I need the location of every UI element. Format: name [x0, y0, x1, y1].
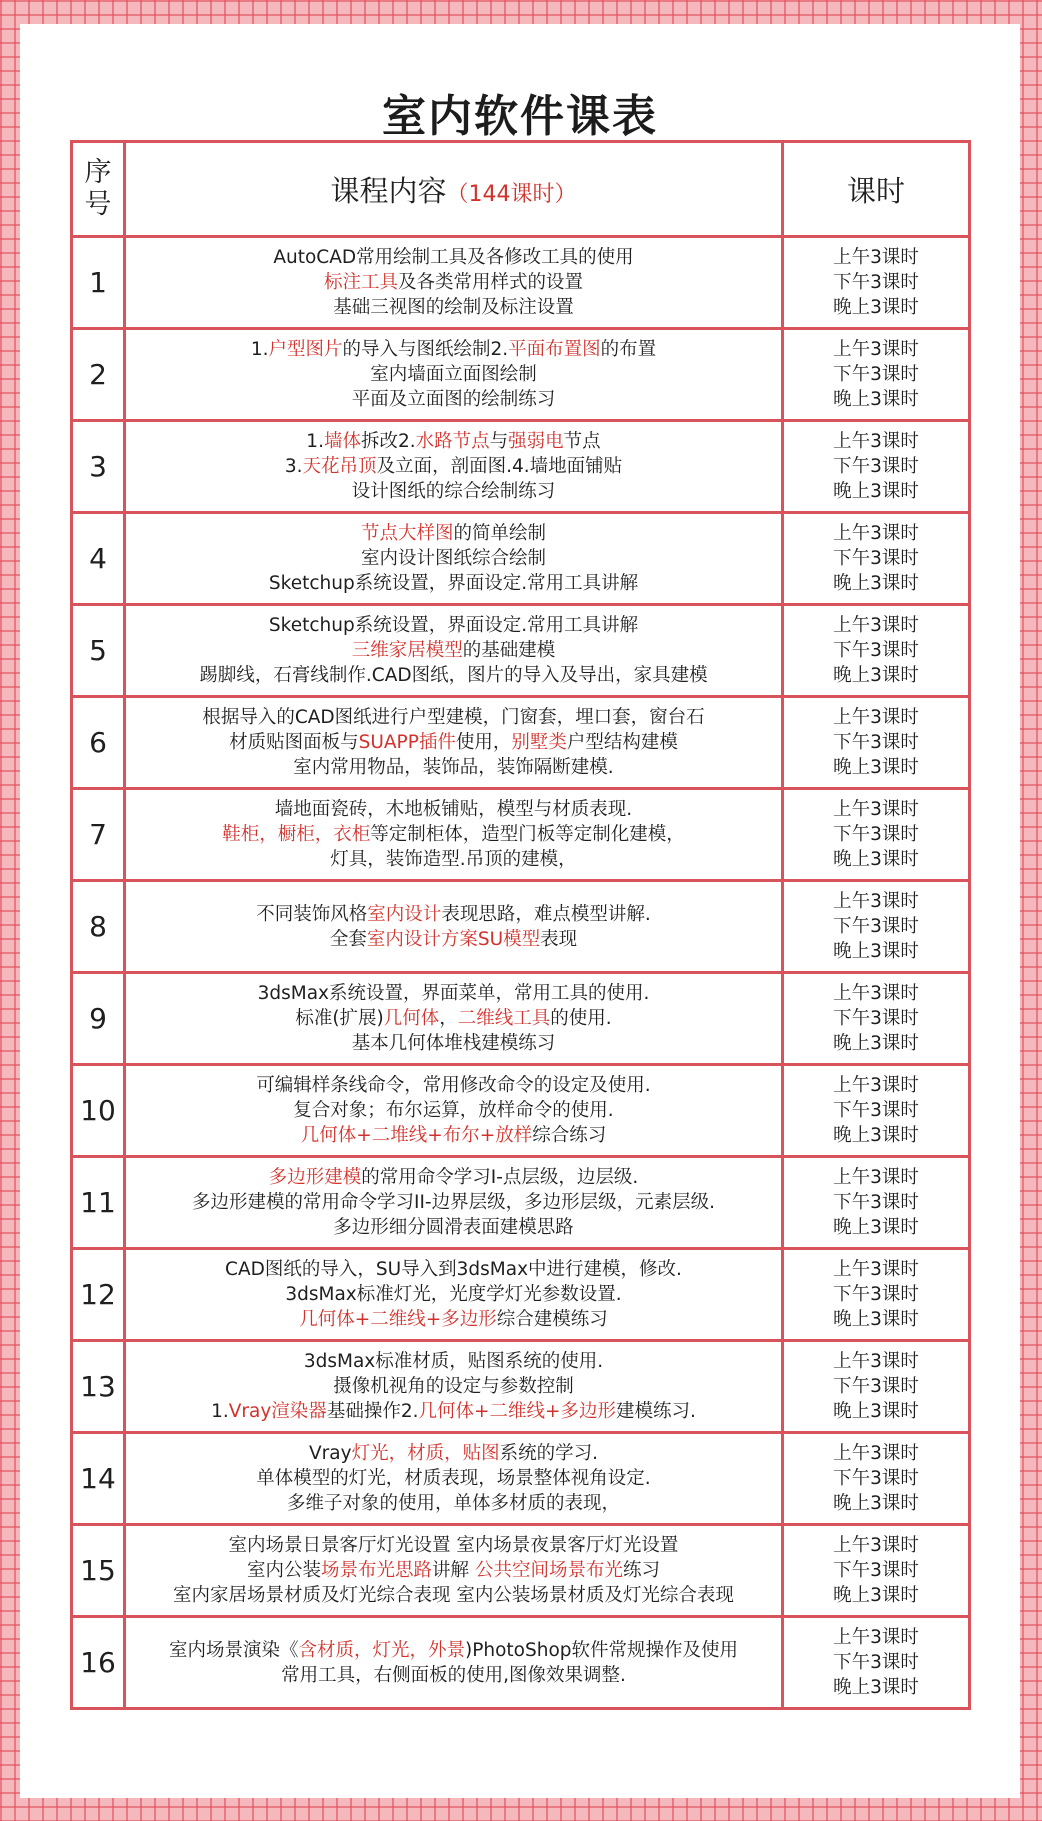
- row-content: [125, 1341, 783, 1433]
- row-content: [125, 697, 783, 789]
- hours-line: 晚上3课时: [833, 297, 919, 318]
- hours-line: 晚上3课时: [833, 757, 919, 778]
- table-header-row: [72, 142, 970, 237]
- content-line: [126, 755, 781, 780]
- content-text: 室内设计图纸综合绘制: [360, 548, 546, 569]
- content-text: 标准(扩展): [295, 1008, 384, 1029]
- hours-line: 下午3课时: [833, 1652, 919, 1673]
- content-line: [126, 847, 781, 872]
- content-text: 多边形建模的常用命令学习II-边界层级，多边形层级，元素层级.: [192, 1192, 715, 1213]
- hours-line: 上午3课时: [833, 1075, 919, 1096]
- row-hours: [783, 605, 970, 697]
- content-text: 建模练习.: [615, 1401, 696, 1422]
- highlighted-topic: 室内设计方案SU模型: [366, 928, 541, 950]
- content-text: 基本几何体堆栈建模练习: [351, 1033, 556, 1054]
- row-hours: [783, 1065, 970, 1157]
- content-text: 墙地面瓷砖，木地板铺贴，模型与材质表现.: [274, 799, 633, 820]
- content-text: 室内公装: [247, 1560, 322, 1581]
- content-line: [126, 1165, 781, 1190]
- highlighted-topic: 墙体: [323, 431, 361, 452]
- content-text: )PhotoShop软件常规操作及使用: [465, 1639, 739, 1661]
- content-text: 1.: [211, 1401, 229, 1422]
- hours-line: 上午3课时: [833, 1167, 919, 1188]
- content-line: [126, 571, 781, 596]
- content-text: 的导入与图纸绘制2.: [342, 339, 509, 360]
- content-text: 的简单绘制: [453, 523, 547, 544]
- content-text: 基础操作2.: [326, 1401, 419, 1422]
- row-number: 11: [72, 1157, 125, 1249]
- content-text: 可编辑样条线命令，常用修改命令的设定及使用.: [256, 1075, 651, 1096]
- hours-line: 上午3课时: [833, 339, 919, 360]
- row-number: 13: [72, 1341, 125, 1433]
- hours-line: 下午3课时: [833, 1376, 919, 1397]
- content-text: 讲解: [432, 1560, 475, 1581]
- content-text: 多边形细分圆滑表面建模思路: [333, 1217, 574, 1238]
- row-number: 5: [72, 605, 125, 697]
- header-number: [72, 142, 125, 237]
- highlighted-topic: 几何体+二堆线+布尔+放样: [300, 1125, 533, 1146]
- hours-line: 下午3课时: [833, 1560, 919, 1581]
- row-hours: [783, 237, 970, 329]
- content-line: [126, 1190, 781, 1215]
- content-text: ，: [439, 1008, 458, 1029]
- highlighted-topic: 几何体+二维线+多边形: [418, 1401, 616, 1422]
- row-number: 14: [72, 1433, 125, 1525]
- content-line: [126, 1533, 781, 1558]
- highlighted-topic: SUAPP插件: [358, 732, 456, 753]
- row-content: [125, 1065, 783, 1157]
- table-row: [72, 789, 970, 881]
- highlighted-topic: 天花吊顶: [302, 456, 377, 477]
- hours-line: 上午3课时: [833, 891, 919, 912]
- row-content: [125, 1617, 783, 1709]
- hours-line: 下午3课时: [833, 1192, 919, 1213]
- hours-line: 上午3课时: [833, 1535, 919, 1556]
- hours-line: 晚上3课时: [833, 1217, 919, 1238]
- content-line: [126, 1073, 781, 1098]
- table-row: [72, 329, 970, 421]
- content-text: 材质贴图面板与: [229, 732, 359, 753]
- row-content: [125, 973, 783, 1065]
- course-schedule-table: [70, 140, 971, 1710]
- row-content: [125, 881, 783, 973]
- content-text: 3dsMax系统设置，界面菜单，常用工具的使用.: [257, 983, 650, 1004]
- content-line: [126, 822, 781, 847]
- highlighted-topic: 灯光，材质，贴图: [351, 1443, 500, 1464]
- content-line: [126, 337, 781, 362]
- highlighted-topic: 别墅类: [511, 732, 567, 753]
- hours-line: 上午3课时: [833, 983, 919, 1004]
- hours-line: 下午3课时: [833, 1284, 919, 1305]
- content-text: 室内场景演染《: [168, 1639, 299, 1661]
- content-line: [126, 1098, 781, 1123]
- hours-line: 晚上3课时: [833, 1585, 919, 1606]
- hours-line: 上午3课时: [833, 1351, 919, 1372]
- content-text: 的布置: [600, 339, 657, 360]
- row-number: 7: [72, 789, 125, 881]
- row-number: 9: [72, 973, 125, 1065]
- highlighted-topic: 平面布置图: [508, 339, 601, 360]
- content-line: [126, 270, 781, 295]
- hours-line: 晚上3课时: [833, 481, 919, 502]
- content-text: 拆改2.: [360, 431, 416, 452]
- content-text: 室内场景日景客厅灯光设置 室内场景夜景客厅灯光设置: [228, 1535, 679, 1556]
- highlighted-topic: 室内设计: [367, 903, 442, 925]
- hours-line: 上午3课时: [833, 799, 919, 820]
- content-line: [126, 1215, 781, 1240]
- hours-line: 晚上3课时: [833, 665, 919, 686]
- hours-line: 上午3课时: [833, 431, 919, 452]
- content-text: 表现: [540, 928, 578, 950]
- row-content: [125, 1157, 783, 1249]
- content-line: [126, 1583, 781, 1608]
- content-line: [126, 429, 781, 454]
- content-text: Sketchup系统设置，界面设定.常用工具讲解: [268, 615, 639, 636]
- content-line: [126, 981, 781, 1006]
- row-hours: [783, 1249, 970, 1341]
- highlighted-topic: 户型图片: [268, 339, 343, 360]
- highlighted-topic: 二维线工具: [457, 1008, 551, 1029]
- header-content-label: 课程内容: [330, 173, 447, 208]
- content-text: 多维子对象的使用，单体多材质的表现，: [286, 1493, 620, 1514]
- hours-line: 下午3课时: [833, 364, 919, 385]
- highlighted-topic: 场景布光思路: [321, 1560, 433, 1581]
- highlighted-topic: 公共空间场景布光: [474, 1560, 623, 1581]
- header-number-char: 序: [84, 157, 112, 188]
- hours-line: 下午3课时: [833, 1100, 919, 1121]
- hours-line: 晚上3课时: [833, 389, 919, 410]
- table-row: [72, 605, 970, 697]
- row-hours: [783, 1433, 970, 1525]
- content-line: [126, 546, 781, 571]
- content-line: [126, 797, 781, 822]
- row-hours: [783, 1157, 970, 1249]
- hours-line: 晚上3课时: [833, 1309, 919, 1330]
- hours-line: 下午3课时: [833, 548, 919, 569]
- content-text: 3.: [284, 456, 303, 477]
- content-text: 室内墙面立面图绘制: [370, 364, 537, 385]
- content-line: [126, 613, 781, 638]
- content-line: [126, 479, 781, 504]
- content-line: [126, 1399, 781, 1424]
- highlighted-topic: 含材质，灯光，外景: [298, 1639, 465, 1661]
- hours-line: 上午3课时: [833, 1627, 919, 1648]
- hours-line: 上午3课时: [833, 247, 919, 268]
- hours-line: 下午3课时: [833, 272, 919, 293]
- content-line: [126, 1491, 781, 1516]
- table-row: [72, 1157, 970, 1249]
- content-text: 基础三视图的绘制及标注设置: [333, 297, 574, 318]
- row-content: [125, 513, 783, 605]
- content-line: [126, 1307, 781, 1332]
- table-row: [72, 1525, 970, 1617]
- row-content: [125, 1433, 783, 1525]
- row-hours: [783, 1341, 970, 1433]
- row-number: 1: [72, 237, 125, 329]
- row-content: [125, 421, 783, 513]
- row-number: 10: [72, 1065, 125, 1157]
- hours-line: 上午3课时: [833, 707, 919, 728]
- hours-line: 晚上3课时: [833, 941, 919, 962]
- content-line: [126, 1441, 781, 1466]
- row-hours: [783, 329, 970, 421]
- row-number: 8: [72, 881, 125, 973]
- highlighted-topic: 几何体+二维线+多边形: [299, 1309, 497, 1330]
- content-text: 3dsMax标准材质，贴图系统的使用.: [303, 1351, 604, 1372]
- row-content: [125, 1525, 783, 1617]
- row-number: 4: [72, 513, 125, 605]
- content-text: 表现思路，难点模型讲解.: [441, 903, 651, 925]
- content-line: [126, 1006, 781, 1031]
- row-content: [125, 237, 783, 329]
- hours-line: 晚上3课时: [833, 1125, 919, 1146]
- row-content: [125, 1249, 783, 1341]
- highlighted-topic: 强弱电: [508, 431, 564, 452]
- content-text: 1.: [250, 339, 269, 360]
- content-line: [126, 1466, 781, 1491]
- hours-line: 晚上3课时: [833, 1677, 919, 1698]
- content-text: 的基础建模: [462, 640, 556, 661]
- content-line: [126, 927, 781, 952]
- highlighted-topic: 多边形建模: [268, 1167, 362, 1188]
- content-text: 摄像机视角的设定与参数控制: [333, 1376, 574, 1397]
- content-text: 不同装饰风格: [256, 903, 368, 925]
- content-line: [126, 387, 781, 412]
- highlighted-topic: 水路节点: [415, 431, 490, 452]
- content-text: 与: [489, 431, 509, 452]
- content-line: [126, 245, 781, 270]
- content-text: 及各类常用样式的设置: [398, 272, 584, 293]
- header-content: [125, 142, 783, 237]
- content-text: Sketchup系统设置，界面设定.常用工具讲解: [268, 573, 639, 594]
- content-text: 的使用.: [550, 1008, 612, 1029]
- hours-line: 下午3课时: [833, 640, 919, 661]
- header-number-char: 号: [84, 189, 112, 220]
- row-number: 12: [72, 1249, 125, 1341]
- content-line: [126, 730, 781, 755]
- content-line: [126, 1374, 781, 1399]
- header-total-hours-note: （144课时）: [446, 181, 577, 207]
- table-row: [72, 973, 970, 1065]
- content-text: CAD图纸的导入，SU导入到3dsMax中进行建模，修改.: [225, 1259, 682, 1280]
- content-text: 节点: [563, 431, 601, 452]
- row-content: [125, 789, 783, 881]
- content-line: [126, 521, 781, 546]
- hours-line: 晚上3课时: [833, 1401, 919, 1422]
- row-content: [125, 605, 783, 697]
- hours-line: 下午3课时: [833, 1008, 919, 1029]
- row-number: 16: [72, 1617, 125, 1709]
- content-text: 系统的学习.: [499, 1443, 598, 1464]
- highlighted-topic: 三维家居模型: [351, 640, 463, 661]
- content-text: 等定制柜体，造型门板等定制化建模，: [370, 824, 685, 845]
- table-row: [72, 1433, 970, 1525]
- content-text: 根据导入的CAD图纸进行户型建模，门窗套，埋口套，窗台石: [202, 707, 705, 728]
- highlighted-topic: 标注工具: [323, 272, 398, 293]
- content-text: 使用，: [455, 732, 512, 753]
- row-hours: [783, 513, 970, 605]
- content-text: 复合对象；布尔运算，放样命令的使用.: [293, 1100, 614, 1121]
- table-row: [72, 697, 970, 789]
- row-hours: [783, 973, 970, 1065]
- content-line: [126, 1663, 781, 1688]
- table-row: [72, 1065, 970, 1157]
- content-text: 室内家居场景材质及灯光综合表现 室内公装场景材质及灯光综合表现: [173, 1585, 734, 1606]
- highlighted-topic: 节点大样图: [360, 523, 454, 544]
- row-hours: [783, 421, 970, 513]
- highlighted-topic: 鞋柜，橱柜，衣柜: [222, 824, 371, 845]
- header-hours: 课时: [783, 142, 970, 237]
- page-title: 室内软件课表: [382, 91, 658, 142]
- content-text: 1.: [306, 431, 324, 452]
- content-text: 的常用命令学习I-点层级，边层级.: [361, 1167, 639, 1188]
- content-text: 踢脚线，石膏线制作.CAD图纸，图片的导入及导出，家具建模: [199, 665, 708, 686]
- content-text: 综合练习: [532, 1125, 607, 1146]
- row-number: 2: [72, 329, 125, 421]
- row-hours: [783, 1617, 970, 1709]
- content-line: [126, 362, 781, 387]
- table-row: [72, 421, 970, 513]
- content-line: [126, 1638, 781, 1663]
- content-line: [126, 1123, 781, 1148]
- table-row: [72, 1617, 970, 1709]
- content-text: 3dsMax标准灯光，光度学灯光参数设置.: [285, 1284, 622, 1305]
- content-text: 室内常用物品，装饰品，装饰隔断建模.: [293, 757, 614, 778]
- highlighted-topic: 几何体: [383, 1008, 440, 1029]
- content-line: [126, 295, 781, 320]
- hours-line: 上午3课时: [833, 1259, 919, 1280]
- schedule-sheet: [20, 24, 1020, 1798]
- content-line: [126, 638, 781, 663]
- hours-line: 晚上3课时: [833, 849, 919, 870]
- content-text: Vray: [309, 1443, 352, 1464]
- hours-line: 晚上3课时: [833, 1493, 919, 1514]
- hours-line: 上午3课时: [833, 615, 919, 636]
- row-hours: [783, 697, 970, 789]
- hours-line: 下午3课时: [833, 1468, 919, 1489]
- highlighted-topic: Vray渲染器: [228, 1401, 327, 1422]
- content-text: 综合建模练习: [496, 1309, 608, 1330]
- content-line: [126, 902, 781, 927]
- content-line: [126, 1257, 781, 1282]
- table-row: [72, 1249, 970, 1341]
- row-hours: [783, 789, 970, 881]
- row-number: 15: [72, 1525, 125, 1617]
- content-text: 全套: [329, 928, 367, 950]
- hours-line: 晚上3课时: [833, 573, 919, 594]
- content-line: [126, 1031, 781, 1056]
- table-row: [72, 881, 970, 973]
- content-text: 户型结构建模: [566, 732, 678, 753]
- hours-line: 下午3课时: [833, 456, 919, 477]
- content-text: 灯具，装饰造型.吊顶的建模，: [330, 849, 577, 870]
- hours-line: 晚上3课时: [833, 1033, 919, 1054]
- content-line: [126, 1558, 781, 1583]
- content-line: [126, 454, 781, 479]
- table-row: [72, 237, 970, 329]
- table-row: [72, 513, 970, 605]
- content-line: [126, 1282, 781, 1307]
- content-line: [126, 663, 781, 688]
- row-content: [125, 329, 783, 421]
- hours-line: 下午3课时: [833, 916, 919, 937]
- hours-line: 上午3课时: [833, 1443, 919, 1464]
- content-text: 平面及立面图的绘制练习: [351, 389, 556, 410]
- schedule-body: [72, 237, 970, 1709]
- row-number: 6: [72, 697, 125, 789]
- row-hours: [783, 1525, 970, 1617]
- hours-line: 下午3课时: [833, 732, 919, 753]
- content-line: [126, 705, 781, 730]
- row-number: 3: [72, 421, 125, 513]
- hours-line: 上午3课时: [833, 523, 919, 544]
- content-text: 单体模型的灯光，材质表现，场景整体视角设定.: [256, 1468, 651, 1489]
- content-text: 及立面，剖面图.4.墙地面铺贴: [376, 456, 623, 477]
- content-line: [126, 1349, 781, 1374]
- content-text: 练习: [622, 1560, 660, 1581]
- content-text: 常用工具，右侧面板的使用,图像效果调整.: [281, 1664, 626, 1686]
- content-text: 设计图纸的综合绘制练习: [351, 481, 556, 502]
- hours-line: 下午3课时: [833, 824, 919, 845]
- row-hours: [783, 881, 970, 973]
- table-row: [72, 1341, 970, 1433]
- content-text: AutoCAD常用绘制工具及各修改工具的使用: [273, 247, 634, 268]
